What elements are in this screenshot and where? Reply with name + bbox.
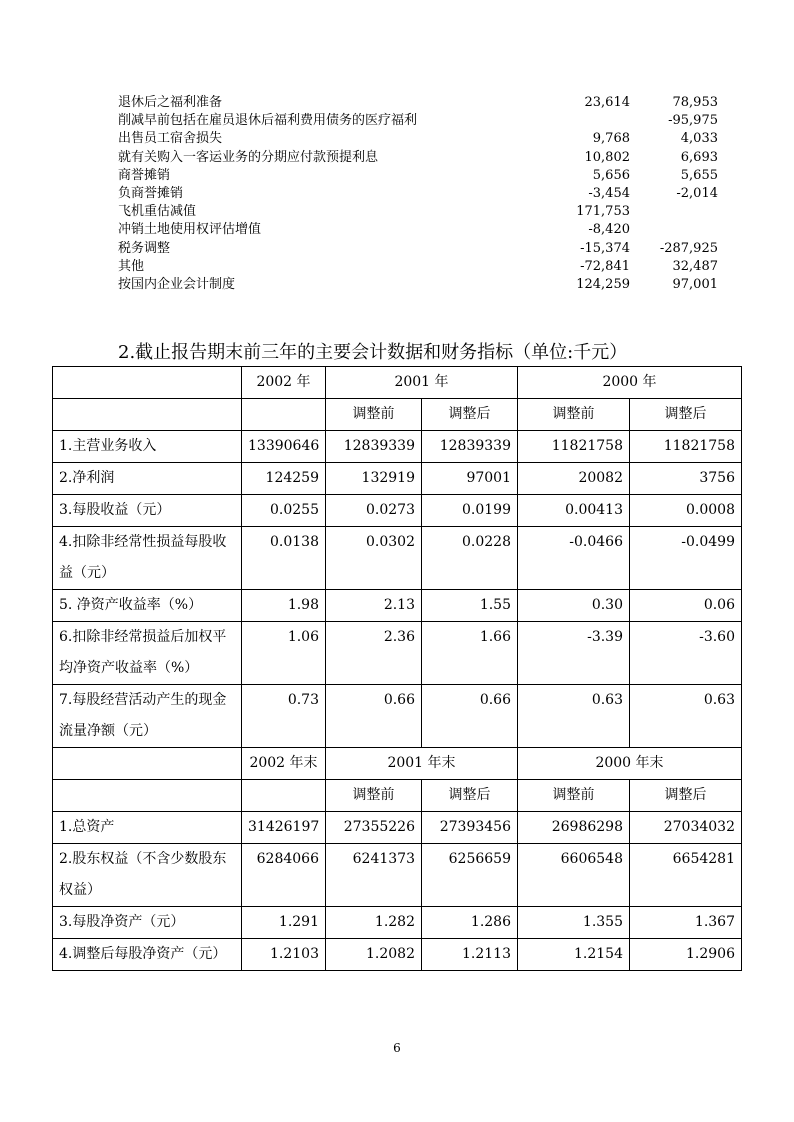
recon-label: 负商誉摊销 <box>118 185 184 201</box>
section-title: 2.截止报告期末前三年的主要会计数据和财务指标（单位:千元） <box>118 342 628 363</box>
cell-value: 0.0255 <box>242 495 326 527</box>
recon-value-2001: -2,014 <box>676 185 718 201</box>
row-name: 4.扣除非经常性损益每股收益（元） <box>53 527 242 590</box>
cell-value: 2.36 <box>326 622 422 685</box>
subheader-before: 调整前 <box>518 780 630 812</box>
year-header-row <box>53 367 742 399</box>
cell-value: -0.0499 <box>630 527 742 590</box>
recon-row <box>118 112 718 130</box>
recon-label: 冲销土地使用权评估增值 <box>118 222 262 238</box>
recon-value-2002: -3,454 <box>588 185 630 201</box>
recon-value-2002: 10,802 <box>584 149 630 165</box>
cell-value: 20082 <box>518 463 630 495</box>
row-name: 1.总资产 <box>53 812 242 844</box>
recon-value-2002: 9,768 <box>592 131 630 147</box>
recon-value-2001: 78,953 <box>672 95 718 110</box>
recon-label: 其他 <box>118 258 145 274</box>
subheader-after: 调整后 <box>422 780 518 812</box>
recon-row <box>118 240 718 258</box>
cell-value: 1.06 <box>242 622 326 685</box>
cell-value: 0.0138 <box>242 527 326 590</box>
recon-row <box>118 185 718 203</box>
cell-value: 0.0228 <box>422 527 518 590</box>
cell-value: 0.63 <box>518 685 630 748</box>
cell-value: 0.66 <box>422 685 518 748</box>
cell-value: 6256659 <box>422 844 518 907</box>
table-row <box>53 907 742 939</box>
cell-value: 97001 <box>422 463 518 495</box>
table-row <box>53 431 742 463</box>
subheader-after: 调整后 <box>630 399 742 431</box>
recon-value-2001: -95,975 <box>668 113 718 129</box>
recon-value-2001 <box>630 203 718 221</box>
cell-value: 124259 <box>242 463 326 495</box>
empty-cell <box>53 399 242 431</box>
recon-label: 税务调整 <box>118 240 171 256</box>
cell-value: 0.0008 <box>630 495 742 527</box>
cell-value: 0.0273 <box>326 495 422 527</box>
cell-value: 1.2113 <box>422 939 518 971</box>
cell-value: 1.286 <box>422 907 518 939</box>
reconciliation-list <box>118 94 718 294</box>
recon-label: 飞机重估减值 <box>118 204 197 220</box>
cell-value: 2.13 <box>326 590 422 622</box>
row-name: 4.调整后每股净资产（元） <box>53 939 242 971</box>
recon-value-2002: 23,614 <box>584 95 630 110</box>
recon-value-2002: 171,753 <box>576 204 630 220</box>
table-row <box>53 622 742 685</box>
table-row <box>53 495 742 527</box>
recon-value-2002: -8,420 <box>588 222 630 238</box>
recon-label: 削减早前包括在雇员退休后福利费用债务的医疗福利 <box>118 113 418 129</box>
recon-value-2002: 5,656 <box>592 167 630 183</box>
cell-value: 0.0302 <box>326 527 422 590</box>
cell-value: 12839339 <box>422 431 518 463</box>
cell-value: 31426197 <box>242 812 326 844</box>
row-name: 2.净利润 <box>53 463 242 495</box>
empty-cell <box>53 367 242 399</box>
year-end-header-2001: 2001 年末 <box>326 748 518 780</box>
recon-row <box>118 203 718 221</box>
cell-value: 6606548 <box>518 844 630 907</box>
cell-value: 0.66 <box>326 685 422 748</box>
year-header-2001: 2001 年 <box>326 367 518 399</box>
recon-value-2002: -15,374 <box>580 240 630 256</box>
cell-value: 27034032 <box>630 812 742 844</box>
subheader-after: 调整后 <box>630 780 742 812</box>
cell-value: 0.00413 <box>518 495 630 527</box>
cell-value: 1.2906 <box>630 939 742 971</box>
recon-row <box>118 221 718 239</box>
row-name: 3.每股净资产（元） <box>53 907 242 939</box>
cell-value: 0.63 <box>630 685 742 748</box>
empty-cell <box>53 748 242 780</box>
recon-value-2002: -72,841 <box>580 258 630 274</box>
recon-row <box>118 94 718 112</box>
cell-value: 0.73 <box>242 685 326 748</box>
cell-value: 6284066 <box>242 844 326 907</box>
recon-label: 商誉摊销 <box>118 167 171 183</box>
cell-value: 1.367 <box>630 907 742 939</box>
subheader-before: 调整前 <box>518 399 630 431</box>
cell-value: 11821758 <box>630 431 742 463</box>
cell-value: -3.39 <box>518 622 630 685</box>
table-row <box>53 939 742 971</box>
financial-indicators-table <box>52 366 742 971</box>
recon-label: 退休后之福利准备 <box>118 95 223 110</box>
cell-value: 1.2082 <box>326 939 422 971</box>
cell-value: 1.2154 <box>518 939 630 971</box>
table-row <box>53 463 742 495</box>
year-end-header-row <box>53 748 742 780</box>
year-end-header-2000: 2000 年末 <box>518 748 742 780</box>
table-row <box>53 527 742 590</box>
cell-value: 27393456 <box>422 812 518 844</box>
empty-cell <box>242 780 326 812</box>
subheader-after: 调整后 <box>422 399 518 431</box>
cell-value: 13390646 <box>242 431 326 463</box>
row-name: 1.主营业务收入 <box>53 431 242 463</box>
recon-row <box>118 276 718 294</box>
cell-value: 11821758 <box>518 431 630 463</box>
empty-cell <box>53 780 242 812</box>
cell-value: 26986298 <box>518 812 630 844</box>
table-row <box>53 685 742 748</box>
cell-value: 1.291 <box>242 907 326 939</box>
row-name: 3.每股收益（元） <box>53 495 242 527</box>
row-name: 2.股东权益（不含少数股东权益） <box>53 844 242 907</box>
cell-value: 1.55 <box>422 590 518 622</box>
table-row <box>53 590 742 622</box>
cell-value: 0.0199 <box>422 495 518 527</box>
recon-value-2001: 4,033 <box>680 131 718 147</box>
table-row <box>53 812 742 844</box>
cell-value: -3.60 <box>630 622 742 685</box>
table-row <box>53 844 742 907</box>
recon-value-2001: 97,001 <box>672 276 718 292</box>
cell-value: 1.98 <box>242 590 326 622</box>
subheader-row <box>53 780 742 812</box>
row-name: 6.扣除非经常损益后加权平均净资产收益率（%） <box>53 622 242 685</box>
subheader-row <box>53 399 742 431</box>
row-name: 5. 净资产收益率（%） <box>53 590 242 622</box>
cell-value: 6654281 <box>630 844 742 907</box>
empty-cell <box>242 399 326 431</box>
recon-value-2001: 5,655 <box>680 167 718 183</box>
recon-row <box>118 149 718 167</box>
subheader-before: 调整前 <box>326 780 422 812</box>
recon-value-2001: 6,693 <box>680 149 718 165</box>
cell-value: 1.355 <box>518 907 630 939</box>
recon-label: 出售员工宿舍损失 <box>118 131 223 147</box>
year-header-2002: 2002 年 <box>242 367 326 399</box>
year-end-header-2002: 2002 年末 <box>242 748 326 780</box>
row-name: 7.每股经营活动产生的现金流量净额（元） <box>53 685 242 748</box>
recon-value-2001: 32,487 <box>672 258 718 274</box>
recon-row <box>118 130 718 148</box>
recon-value-2001 <box>630 221 718 239</box>
year-header-2000: 2000 年 <box>518 367 742 399</box>
cell-value: 1.282 <box>326 907 422 939</box>
subheader-before: 调整前 <box>326 399 422 431</box>
recon-label: 按国内企业会计制度 <box>118 276 236 292</box>
cell-value: 6241373 <box>326 844 422 907</box>
recon-value-2002: 124,259 <box>576 276 630 292</box>
cell-value: -0.0466 <box>518 527 630 590</box>
cell-value: 132919 <box>326 463 422 495</box>
recon-label: 就有关购入一客运业务的分期应付款预提利息 <box>118 149 379 165</box>
recon-value-2002 <box>558 112 630 130</box>
cell-value: 1.2103 <box>242 939 326 971</box>
cell-value: 0.06 <box>630 590 742 622</box>
recon-row <box>118 258 718 276</box>
cell-value: 12839339 <box>326 431 422 463</box>
cell-value: 1.66 <box>422 622 518 685</box>
cell-value: 27355226 <box>326 812 422 844</box>
cell-value: 3756 <box>630 463 742 495</box>
cell-value: 0.30 <box>518 590 630 622</box>
page-number: 6 <box>393 1041 401 1055</box>
recon-row <box>118 167 718 185</box>
recon-value-2001: -287,925 <box>659 240 718 256</box>
